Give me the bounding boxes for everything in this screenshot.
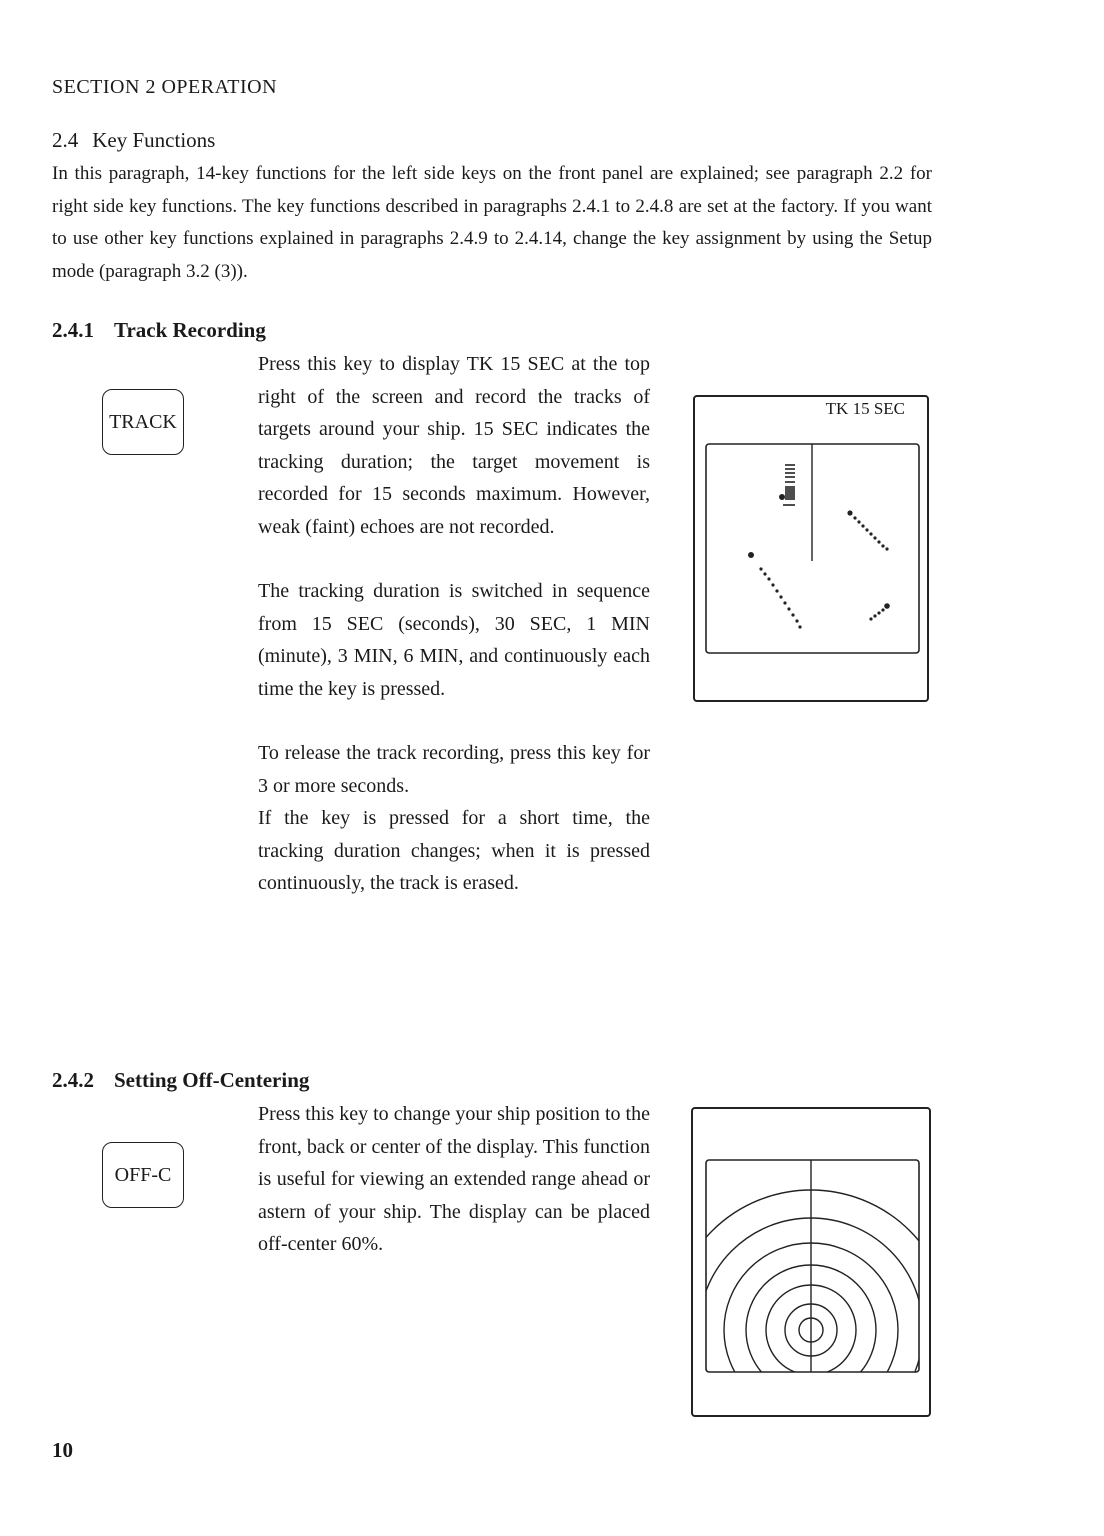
track-paragraph-3: To release the track recording, press this key for 3 or more seconds. (258, 742, 650, 797)
offc-key-label: OFF-C (114, 1163, 172, 1186)
offcenter-description (258, 1098, 650, 1261)
track-paragraph-2: The tracking duration is switched in sequence from 15 SEC (seconds), 30 SEC, 1 MIN (minute), 3 MIN, 6 MIN, and continuously each time the key is pressed. (258, 580, 650, 700)
heading-number: 2.4 (52, 128, 79, 152)
page-number: 10 (52, 1438, 73, 1462)
track-screen-illustration (693, 395, 929, 702)
section-header: SECTION 2 OPERATION (52, 76, 278, 98)
track-key-icon (102, 389, 184, 455)
track-number: 2.4.1 (52, 318, 94, 342)
heading-title: Key Functions (92, 128, 216, 152)
track-key-label: TRACK (109, 410, 177, 433)
track-paragraph-1: Press this key to display TK 15 SEC at the top right of the screen and record the tracks of targets around your ship. 15 SEC indicates the tracking duration; the target movement is recorded for 15 seconds maximum. However, weak (faint) echoes are not recorded. (258, 353, 650, 538)
track-title: Track Recording (114, 318, 266, 342)
track-paragraph-4: If the key is pressed for a short time, the tracking duration changes; when it is pressed continuously, the track is erased. (258, 807, 650, 894)
offc-key-icon (102, 1142, 184, 1208)
offcenter-number: 2.4.2 (52, 1068, 94, 1092)
track-radar-display (695, 397, 931, 704)
heading-key-functions (52, 128, 215, 153)
intro-paragraph: In this paragraph, 14-key functions for the left side keys on the front panel are explained; see paragraph 2.2 for right side key functions. The key functions described in paragraphs 2.4.1 to 2.4.8 are set at the factory. If you want to use other key functions explained in paragraphs 2.4.9 to 2.4.14, change the key assignment by using the Setup mode (paragraph 3.2 (3)). (52, 163, 932, 282)
heading-off-centering (52, 1068, 309, 1093)
track-screen-label: TK 15 SEC (825, 399, 905, 418)
offcenter-radar-display (693, 1109, 933, 1419)
heading-track-recording (52, 318, 266, 343)
offcenter-screen-illustration (691, 1107, 931, 1417)
offcenter-paragraph-1: Press this key to change your ship position to the front, back or center of the display. This function is useful for viewing an extended range ahead or astern of your ship. The display can be placed off-center 60%. (258, 1103, 650, 1255)
track-description (258, 348, 650, 900)
offcenter-title: Setting Off-Centering (114, 1068, 310, 1092)
